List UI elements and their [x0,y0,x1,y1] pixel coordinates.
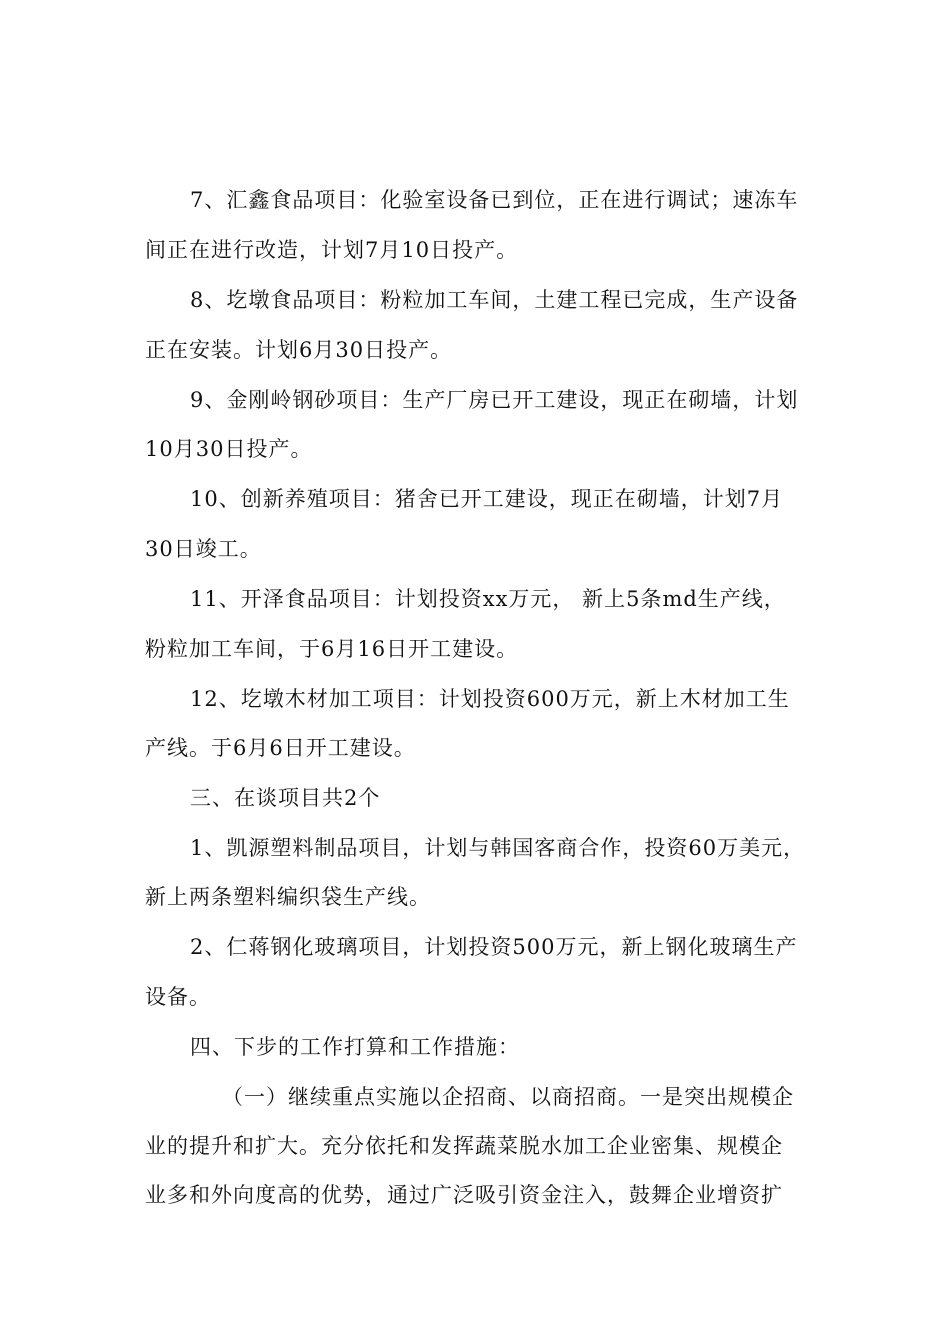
text-line: 8、圪墩食品项目：粉粒加工车间，土建工程已完成，生产设备 [190,288,799,312]
text-line: 间正在进行改造，计划7月10日投产。 [145,238,519,262]
text-line: 正在安装。计划6月30日投产。 [145,338,453,362]
text-line: 1、凯源塑料制品项目，计划与韩国客商合作，投资60万美元， [190,836,806,860]
text-line: 30日竣工。 [145,537,262,561]
text-line: 设备。 [145,985,211,1009]
text-line: 7、汇鑫食品项目：化验室设备已到位，正在进行调试；速冻车 [190,188,799,212]
text-line: 2、仁蒋钢化玻璃项目，计划投资500万元，新上钢化玻璃生产 [190,935,798,959]
section-heading: 三、在谈项目共2个 [190,786,381,810]
section-heading: 四、下步的工作打算和工作措施： [190,1035,520,1059]
text-line: 10、创新养殖项目：猪舍已开工建设，现正在砌墙，计划7月 [190,487,784,511]
text-line: （一）继续重点实施以企招商、以商招商。一是突出规模企 [222,1085,794,1109]
text-line: 12、圪墩木材加工项目：计划投资600万元，新上木材加工生 [190,687,790,711]
text-line: 业的提升和扩大。充分依托和发挥蔬菜脱水加工企业密集、规模企 [145,1134,783,1158]
text-line: 业多和外向度高的优势，通过广泛吸引资金注入，鼓舞企业增资扩 [145,1183,783,1207]
text-line: 9、金刚岭钢砂项目：生产厂房已开工建设，现正在砌墙，计划 [190,388,799,412]
text-line: 粉粒加工车间，于6月16日开工建设。 [145,637,519,661]
text-line: 新上两条塑料编织袋生产线。 [145,885,431,909]
text-line: 10月30日投产。 [145,437,313,461]
text-line: 产线。于6月6日开工建设。 [145,736,416,760]
text-line: 11、开泽食品项目：计划投资xx万元， 新上5条md生产线， [190,587,786,611]
